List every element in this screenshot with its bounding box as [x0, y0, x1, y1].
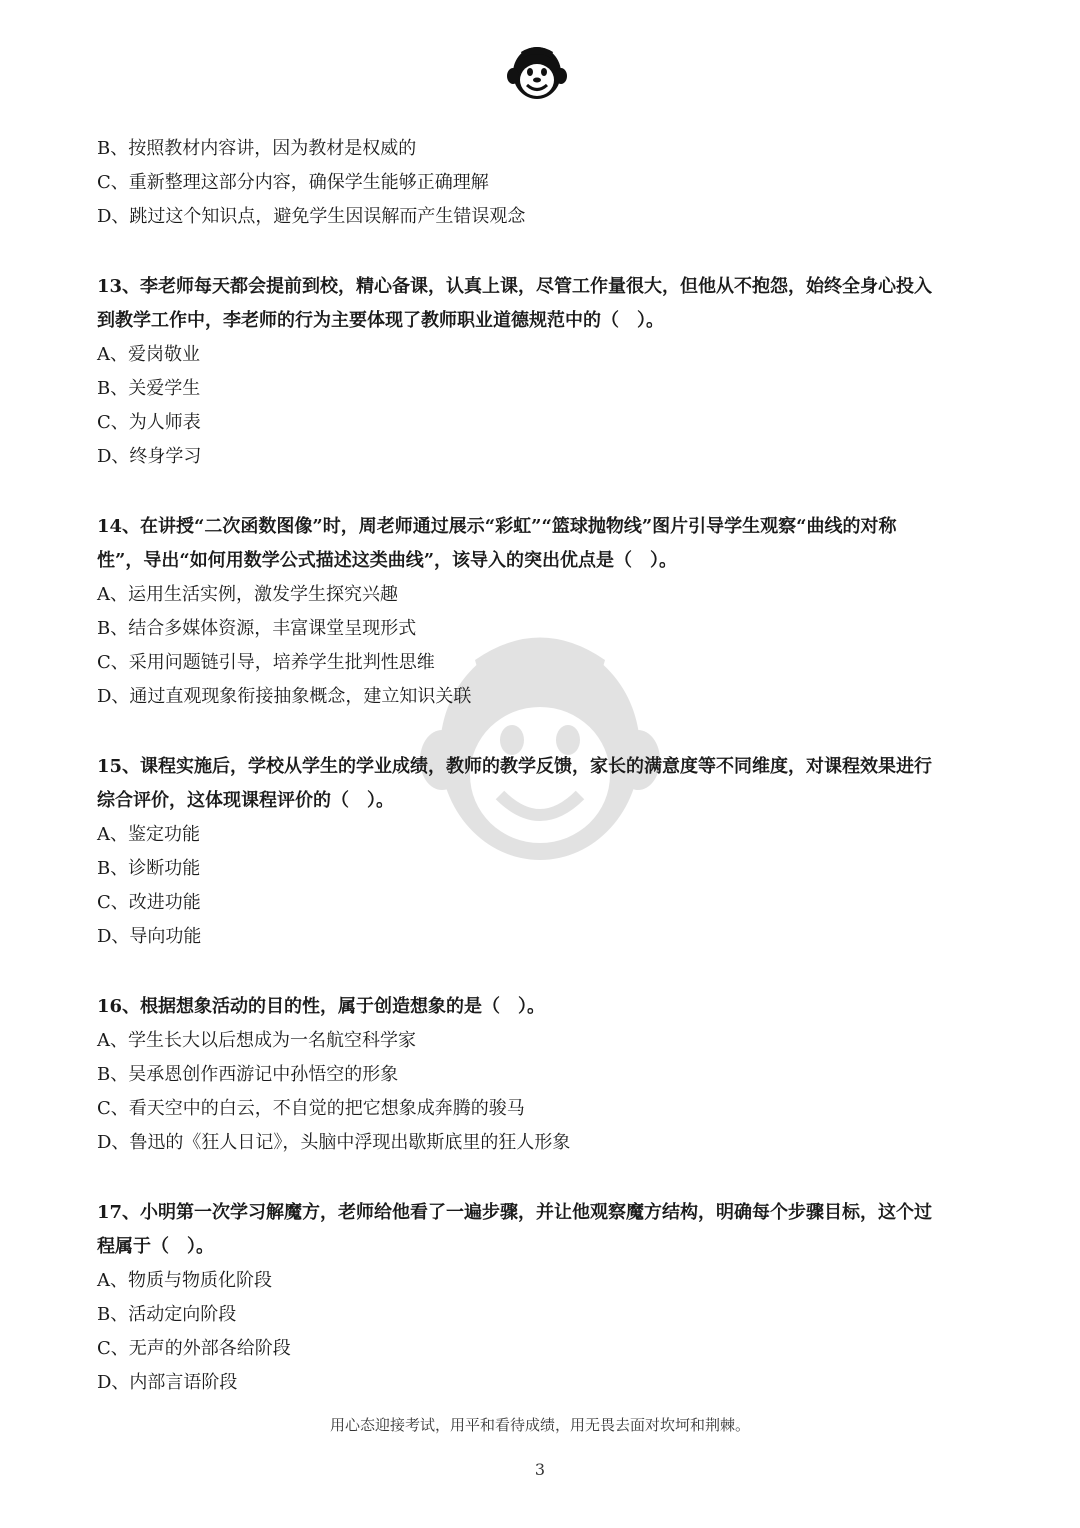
option-a: A、爱岗敬业	[97, 344, 200, 365]
stem-line: 15、课程实施后，学校从学生的学业成绩，教师的教学反馈，家长的满意度等不同维度，对课程效果进行	[97, 756, 933, 777]
option-c: C、看天空中的白云，不自觉的把它想象成奔腾的骏马	[97, 1098, 525, 1119]
option-a: A、物质与物质化阶段	[97, 1270, 272, 1291]
question-stem	[97, 990, 987, 1024]
option-c: C、改进功能	[97, 892, 201, 913]
option-d: D、导向功能	[97, 926, 202, 947]
question-stem	[97, 510, 987, 578]
option-b: B、按照教材内容讲，因为教材是权威的	[97, 138, 417, 159]
monkey-logo-icon	[507, 40, 567, 102]
option-c: C、无声的外部各给阶段	[97, 1338, 291, 1359]
footer-motto: 用心态迎接考试，用平和看待成绩，用无畏去面对坎坷和荆棘。	[329, 1416, 750, 1434]
question-17	[97, 1196, 987, 1400]
question-15	[97, 750, 987, 954]
stem-line: 程属于（ ）。	[97, 1236, 214, 1257]
option-a: A、运用生活实例，激发学生探究兴趣	[97, 584, 398, 605]
question-13	[97, 270, 987, 474]
option-b: B、结合多媒体资源，丰富课堂呈现形式	[97, 618, 417, 639]
option-d: D、内部言语阶段	[97, 1372, 238, 1393]
option-a: A、学生长大以后想成为一名航空科学家	[97, 1030, 416, 1051]
question-16	[97, 990, 987, 1160]
stem-line: 14、在讲授“二次函数图像”时，周老师通过展示“彩虹”“篮球抛物线”图片引导学生观察“曲线的对称	[97, 516, 897, 537]
question-content	[97, 132, 987, 1400]
option-a: A、鉴定功能	[97, 824, 200, 845]
stem-line: 13、李老师每天都会提前到校，精心备课，认真上课，尽管工作量很大，但他从不抱怨，始终全身心投入	[97, 276, 933, 297]
option-c: C、为人师表	[97, 412, 201, 433]
question-stem	[97, 270, 987, 338]
question-stem	[97, 750, 987, 818]
option-d: D、跳过这个知识点，避免学生因误解而产生错误观念	[97, 206, 526, 227]
option-d: D、终身学习	[97, 446, 202, 467]
option-c: C、重新整理这部分内容，确保学生能够正确理解	[97, 172, 489, 193]
page-number: 3	[534, 1460, 546, 1479]
option-b: B、活动定向阶段	[97, 1304, 237, 1325]
option-d: D、鲁迅的《狂人日记》，头脑中浮现出歇斯底里的狂人形象	[97, 1132, 571, 1153]
stem-line: 性”，导出“如何用数学公式描述这类曲线”，该导入的突出优点是（ ）。	[97, 550, 678, 571]
option-b: B、关爱学生	[97, 378, 201, 399]
option-d: D、通过直观现象衔接抽象概念，建立知识关联	[97, 686, 472, 707]
option-b: B、吴承恩创作西游记中孙悟空的形象	[97, 1064, 399, 1085]
stem-line: 17、小明第一次学习解魔方，老师给他看了一遍步骤，并让他观察魔方结构，明确每个步骤目标，这个过	[97, 1202, 933, 1223]
previous-question-options	[97, 132, 987, 234]
option-b: B、诊断功能	[97, 858, 201, 879]
stem-line: 到教学工作中，李老师的行为主要体现了教师职业道德规范中的（ ）。	[97, 310, 664, 331]
stem-line: 综合评价，这体现课程评价的（ ）。	[97, 790, 394, 811]
question-14	[97, 510, 987, 714]
question-stem	[97, 1196, 987, 1264]
option-c: C、采用问题链引导，培养学生批判性思维	[97, 652, 435, 673]
stem-line: 16、根据想象活动的目的性，属于创造想象的是（ ）。	[97, 996, 546, 1017]
